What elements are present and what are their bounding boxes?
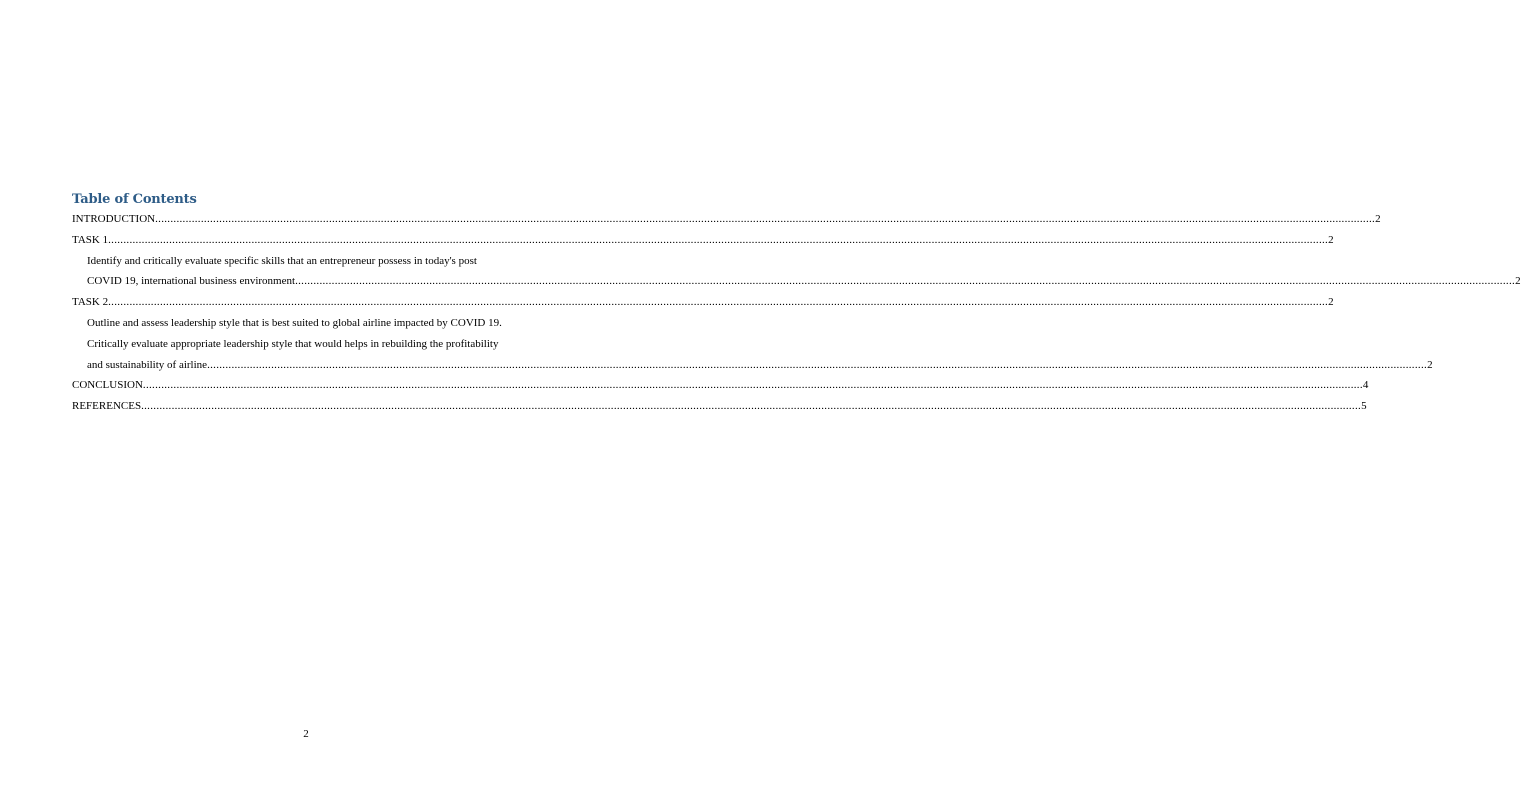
dot-leader: ................................................................................................................................................................................................................................................................................................................................................................................................................ — [295, 275, 1516, 288]
toc-entry[interactable] — [72, 251, 1521, 293]
toc-page-number: 5 — [1361, 400, 1367, 413]
toc-page-number: 2 — [1375, 213, 1381, 225]
toc-leader-line — [72, 375, 1369, 396]
toc-leader-line — [72, 230, 1334, 251]
toc-leader-line — [87, 271, 1521, 292]
toc-entry-label: COVID 19, international business environment — [87, 275, 296, 288]
toc-entry-label: INTRODUCTION — [72, 213, 156, 225]
toc-entries — [72, 209, 1521, 417]
toc-entry-label: CONCLUSION — [72, 379, 143, 392]
toc-leader-line — [72, 292, 1334, 313]
dot-leader: ................................................................................................................................................................................................................................................................................................................................................................................................................ — [142, 379, 1363, 392]
toc-entry[interactable] — [72, 209, 1381, 230]
toc-leader-line — [87, 355, 1433, 376]
toc-entry[interactable] — [72, 230, 1334, 251]
toc-title: Table of Contents — [72, 192, 197, 207]
toc-page-number: 4 — [1362, 379, 1369, 392]
table-of-contents — [72, 191, 1521, 417]
toc-entry-label: and sustainability of airline — [87, 358, 208, 371]
toc-leader-line — [72, 396, 1367, 417]
toc-entry-text: Critically evaluate appropriate leadership style that would helps in rebuilding the profitability — [87, 337, 499, 350]
toc-entry-text: Identify and critically evaluate specific skills that an entrepreneur possess in today's post — [87, 254, 477, 267]
toc-leader-line — [72, 209, 1381, 230]
toc-page-number: 2 — [1427, 358, 1433, 371]
page-number: 2 — [303, 728, 309, 740]
toc-entry[interactable] — [72, 375, 1369, 396]
dot-leader: ................................................................................................................................................................................................................................................................................................................................................................................................................ — [155, 213, 1376, 225]
toc-page-number: 2 — [1328, 296, 1334, 309]
toc-entry-label: TASK 2 — [72, 296, 109, 309]
dot-leader: ................................................................................................................................................................................................................................................................................................................................................................................................................ — [108, 296, 1329, 309]
toc-page-number: 2 — [1328, 233, 1334, 246]
toc-page-number: 2 — [1515, 275, 1521, 288]
toc-entry-label: TASK 1 — [72, 233, 109, 246]
toc-entry[interactable] — [72, 292, 1334, 313]
toc-entry[interactable] — [72, 313, 1433, 375]
dot-leader: ................................................................................................................................................................................................................................................................................................................................................................................................................ — [108, 233, 1329, 246]
toc-entry[interactable] — [72, 396, 1367, 417]
toc-entry-label: REFERENCES — [72, 400, 142, 413]
dot-leader: ................................................................................................................................................................................................................................................................................................................................................................................................................ — [141, 400, 1362, 413]
dot-leader: ................................................................................................................................................................................................................................................................................................................................................................................................................ — [207, 358, 1428, 371]
toc-entry-text: Outline and assess leadership style that is best suited to global airline impacted by COVID 19. — [87, 316, 502, 329]
